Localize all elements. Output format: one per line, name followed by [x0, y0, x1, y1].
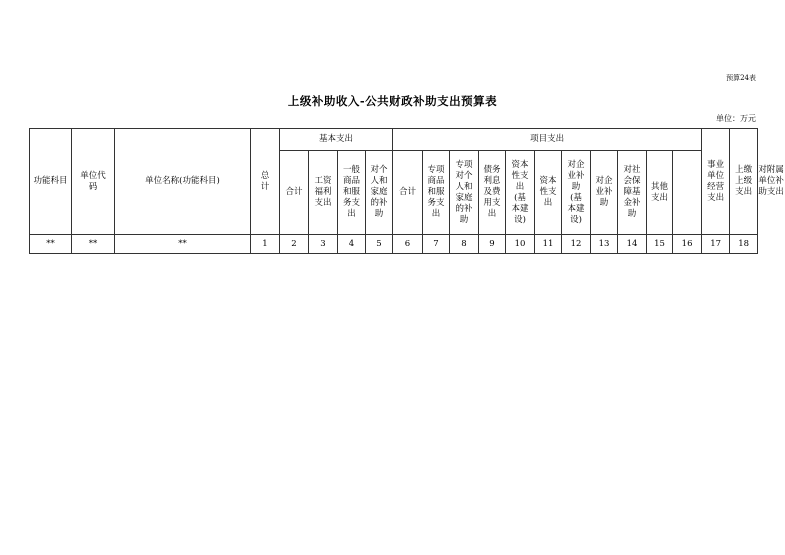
index-cell: 12	[562, 235, 591, 254]
index-cell: 10	[506, 235, 535, 254]
header-unit-name: 单位名称(功能科目)	[115, 129, 251, 235]
header-func-subject: 功能科目	[30, 129, 72, 235]
index-cell: 13	[591, 235, 618, 254]
header-business-unit: 事业单位经营支出	[702, 129, 730, 235]
header-personal: 对个人和家庭的补助	[366, 151, 393, 235]
header-capital-build: 资本性支出(基本建设)	[506, 151, 535, 235]
header-proj-goods: 专项商品和服务支出	[423, 151, 450, 235]
header-debt: 债务利息及费用支出	[479, 151, 506, 235]
index-cell: 16	[673, 235, 702, 254]
header-upper-pay: 上缴上级支出	[730, 129, 758, 235]
index-cell: 11	[535, 235, 562, 254]
index-cell: **	[72, 235, 115, 254]
index-cell: 8	[450, 235, 479, 254]
header-unit-code: 单位代码	[72, 129, 115, 235]
index-cell: 17	[702, 235, 730, 254]
unit-label: 单位：万元	[716, 114, 756, 123]
index-cell: 1	[251, 235, 280, 254]
header-wages: 工资福利支出	[309, 151, 338, 235]
header-proj-personal: 专项对个人和家庭的补助	[450, 151, 479, 235]
header-enterprise: 对企业补助	[591, 151, 618, 235]
header-project-total: 合计	[393, 151, 423, 235]
index-cell: 3	[309, 235, 338, 254]
index-cell: 15	[647, 235, 673, 254]
index-cell: 18	[730, 235, 758, 254]
form-number: 预算24表	[726, 74, 756, 82]
header-basic-total: 合计	[280, 151, 309, 235]
header-enterprise-build: 对企业补助(基本建设)	[562, 151, 591, 235]
index-cell: 5	[366, 235, 393, 254]
header-capital: 资本性支出	[535, 151, 562, 235]
index-cell: **	[115, 235, 251, 254]
index-cell: 7	[423, 235, 450, 254]
index-cell: 14	[618, 235, 647, 254]
index-cell: 9	[479, 235, 506, 254]
budget-table: 功能科目 单位代码 单位名称(功能科目) 总计 基本支出 项目支出 事业单位经营支出 上缴上级支出 对附属单位补助支出 合计 工资福利支出 一般商品和服务支出 对个人和家庭的补助 合计 专项商品和服务支出 专项对个人和家庭的补助 债务利息及费用支出 资本性支出(基本建设) 资本性支出 对企业补助(基本建设) 对企业补助 对社会保障基金补助 其他支出 ** ** ** 1 2 3 4 5 6 7 8 9 10 11 12 13 14 15 16 17 18	[29, 128, 758, 254]
header-project-group: 项目支出	[393, 129, 702, 151]
page-title: 上级补助收入-公共财政补助支出预算表	[287, 94, 498, 108]
index-row	[30, 235, 758, 254]
header-goods: 一般商品和服务支出	[338, 151, 366, 235]
index-cell: 4	[338, 235, 366, 254]
header-social-security: 对社会保障基金补助	[618, 151, 647, 235]
index-cell: 6	[393, 235, 423, 254]
header-other: 其他支出	[647, 151, 673, 235]
header-basic-group: 基本支出	[280, 129, 393, 151]
index-cell: 2	[280, 235, 309, 254]
index-cell: **	[30, 235, 72, 254]
header-total: 总计	[251, 129, 280, 235]
